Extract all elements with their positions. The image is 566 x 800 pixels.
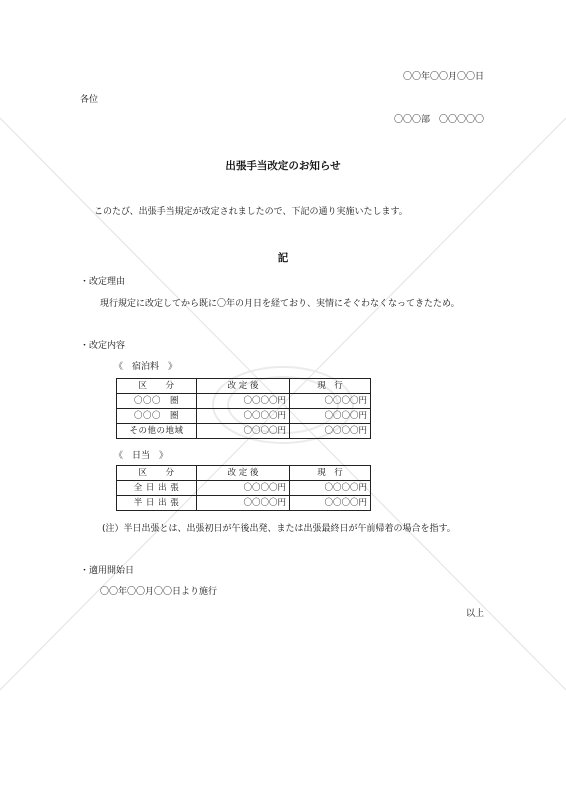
table-cell: 半 日 出 張: [117, 496, 197, 511]
table-row: [117, 424, 371, 439]
column-header: 区 分: [117, 466, 197, 481]
table-cell: 〇〇〇 圏: [117, 394, 197, 409]
column-header: 改 定 後: [197, 379, 290, 394]
table-cell: 〇〇〇〇円: [290, 394, 371, 409]
table-header-row: [117, 466, 371, 481]
table-row: [117, 496, 371, 511]
effective-text: 〇〇年〇〇月〇〇日より施行: [100, 587, 218, 597]
reason-text: 現行規定に改定してから既に〇年の月日を経ており、実情にそぐわなくなってきたため。: [100, 299, 460, 309]
table-cell: 〇〇〇〇円: [290, 424, 371, 439]
table-row: [117, 481, 371, 496]
daily-caption: 《 日当 》: [114, 451, 169, 461]
table-cell: 〇〇〇 圏: [117, 409, 197, 424]
sender: 〇〇〇部 〇〇〇〇〇: [393, 115, 484, 125]
column-header: 現 行: [290, 466, 371, 481]
lodging-table: [116, 378, 371, 439]
column-header: 現 行: [290, 379, 371, 394]
document-title: 出張手当改定のお知らせ: [225, 160, 341, 172]
ki-heading: 記: [277, 252, 289, 264]
closing-text: 以上: [465, 609, 484, 619]
table-cell: 〇〇〇〇円: [197, 394, 290, 409]
table-cell: 〇〇〇〇円: [290, 496, 371, 511]
table-cell: 〇〇〇〇円: [290, 409, 371, 424]
table-cell: 〇〇〇〇円: [197, 409, 290, 424]
table-row: [117, 409, 371, 424]
document-date: 〇〇年〇〇月〇〇日: [402, 72, 484, 82]
intro-text: このたび、出張手当規定が改定されましたので、下記の通り実施いたします。: [94, 207, 408, 217]
content-heading: ・改定内容: [80, 341, 126, 351]
note-text: (注）半日出張とは、出張初日が午後出発、または出張最終日が午前帰着の場合を指す。: [102, 524, 456, 534]
lodging-caption: 《 宿泊料 》: [114, 362, 178, 372]
table-cell: 〇〇〇〇円: [197, 481, 290, 496]
table-row: [117, 394, 371, 409]
column-header: 改 定 後: [197, 466, 290, 481]
table-cell: 〇〇〇〇円: [197, 424, 290, 439]
daily-table: [116, 465, 371, 511]
table-cell: 〇〇〇〇円: [290, 481, 371, 496]
column-header: 区 分: [117, 379, 197, 394]
table-cell: その他の地域: [117, 424, 197, 439]
table-cell: 全 日 出 張: [117, 481, 197, 496]
reason-heading: ・改定理由: [80, 277, 126, 287]
table-header-row: [117, 379, 371, 394]
table-cell: 〇〇〇〇円: [197, 496, 290, 511]
recipient: 各位: [80, 95, 99, 105]
effective-heading: ・適用開始日: [80, 566, 135, 576]
